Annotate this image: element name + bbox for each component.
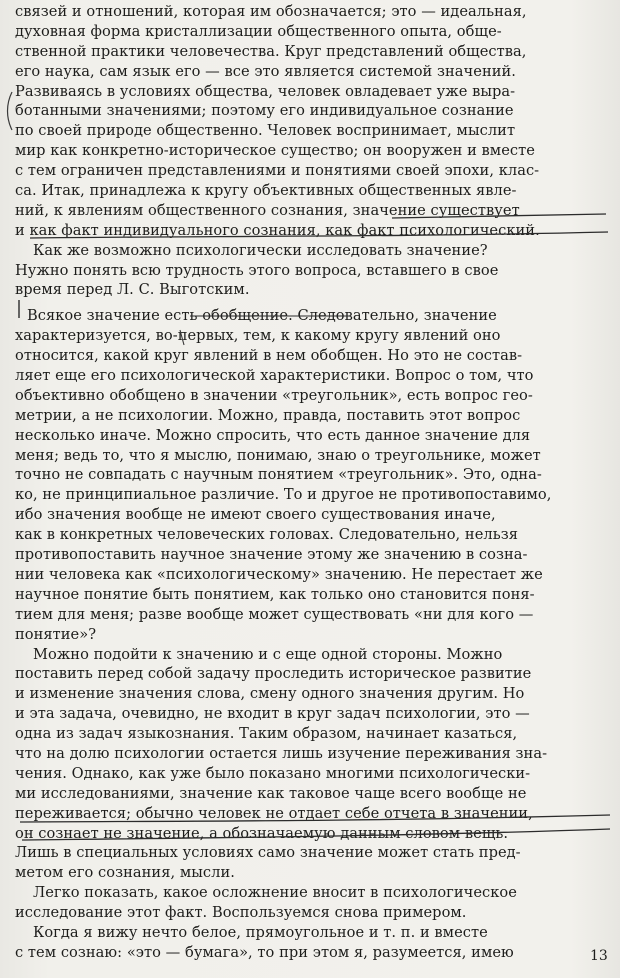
paragraph-1 — [15, 2, 605, 241]
paragraph-3 — [15, 306, 605, 644]
margin-bracket-mark — [8, 92, 13, 130]
text-line: Лишь в специальных условиях само значение может стать пред- — [15, 844, 521, 862]
text-line: ляет еще его психологической характеристики. Вопрос о том, что — [15, 367, 534, 385]
text-line: с тем сознаю: «это — бумага», то при этом я, разумеется, имею — [15, 943, 514, 961]
text-line: Легко показать, какое осложнение вносит в психологическое — [33, 884, 517, 902]
text-line: метом его сознания, мысли. — [15, 864, 235, 882]
text-line: нии человека как «психологическому» значению. Не перестает же — [15, 565, 543, 583]
page-text — [15, 2, 605, 963]
text-line: мир как конкретно-историческое существо; он вооружен и вместе — [15, 142, 535, 160]
text-line: Можно подойти к значению и с еще одной стороны. Можно — [33, 645, 503, 663]
text-line: са. Итак, принадлежа к кругу объективных общественных явле- — [15, 182, 517, 200]
text-line: одна из задач языкознания. Таким образом, начинает казаться, — [15, 725, 518, 743]
text-line: несколько иначе. Можно спросить, что есть данное значение для — [15, 426, 531, 444]
text-line: относится, какой круг явлений в нем обобщен. Но это не состав- — [15, 347, 523, 365]
text-line: духовная форма кристаллизации общественного опыта, обще- — [15, 22, 502, 40]
text-line: исследование этот факт. Воспользуемся снова примером. — [15, 904, 467, 922]
text-line: как в конкретных человеческих головах. Следовательно, нельзя — [15, 526, 518, 544]
text-line: Всякое значение есть обобщение. Следовательно, значение — [27, 307, 497, 325]
text-line: понятие»? — [15, 625, 97, 643]
paragraph-5 — [15, 883, 605, 923]
text-line: тием для меня; разве вообще может существовать «ни для кого — — [15, 605, 534, 623]
text-line: ко, не принципиальное различие. То и другое не противопоставимо, — [15, 486, 552, 504]
text-line: меня; ведь то, что я мыслю, понимаю, знаю о треугольнике, может — [15, 446, 541, 464]
text-line: и эта задача, очевидно, не входит в круг задач психологии, это — — [15, 705, 530, 723]
text-line: точно не совпадать с научным понятием «треугольник». Это, одна- — [15, 466, 542, 484]
text-line: что на долю психологии остается лишь изучение переживания зна- — [15, 744, 548, 762]
paragraph-6 — [15, 923, 605, 963]
text-line: и изменение значения слова, смену одного значения другим. Но — [15, 685, 525, 703]
text-line: ний, к явлениям общественного сознания, значение существует — [15, 201, 520, 219]
text-line: и как факт индивидуального сознания, как факт психологический. — [15, 221, 540, 239]
text-line: чения. Однако, как уже было показано многими психологически- — [15, 764, 531, 782]
text-line: переживается; обычно человек не отдает себе отчета в значении, — [15, 804, 533, 822]
text-line: ибо значения вообще не имеют своего существования иначе, — [15, 506, 496, 524]
text-line: время перед Л. С. Выготским. — [15, 281, 250, 299]
text-line: Развиваясь в условиях общества, человек овладевает уже выра- — [15, 82, 516, 100]
text-line: связей и отношений, которая им обозначается; это — идеальная, — [15, 3, 527, 20]
text-line: Нужно понять всю трудность этого вопроса, вставшего в свое — [15, 261, 499, 279]
text-line: ботанными значениями; поэтому его индивидуальное сознание — [15, 102, 514, 120]
page-number: 13 — [590, 948, 608, 964]
text-line: Когда я вижу нечто белое, прямоугольное и т. п. и вместе — [33, 923, 488, 941]
text-line: ственной практики человечества. Круг представлений общества, — [15, 42, 527, 60]
text-line: Как же возможно психологически исследовать значение? — [33, 241, 488, 259]
text-line: характеризуется, во-первых, тем, к какому кругу явлений оно — [15, 327, 501, 345]
text-line: объективно обобщено в значении «треугольник», есть вопрос гео- — [15, 386, 533, 404]
text-line: метрии, а не психологии. Можно, правда, поставить этот вопрос — [15, 406, 521, 424]
text-line: его наука, сам язык его — все это является системой значений. — [15, 62, 516, 80]
text-line: научное понятие быть понятием, как только оно становится поня- — [15, 585, 535, 603]
text-line: с тем ограничен представлениями и понятиями своей эпохи, клас- — [15, 162, 540, 180]
text-line: ми исследованиями, значение как таковое чаще всего вообще не — [15, 784, 527, 802]
paragraph-2 — [15, 241, 605, 301]
text-line: он сознает не значение, а обозначаемую данным словом вещь. — [15, 824, 509, 842]
paragraph-4 — [15, 645, 605, 884]
text-line: поставить перед собой задачу проследить историческое развитие — [15, 665, 532, 683]
text-line: противопоставить научное значение этому же значению в созна- — [15, 546, 528, 564]
text-line: по своей природе общественно. Человек воспринимает, мыслит — [15, 122, 516, 140]
